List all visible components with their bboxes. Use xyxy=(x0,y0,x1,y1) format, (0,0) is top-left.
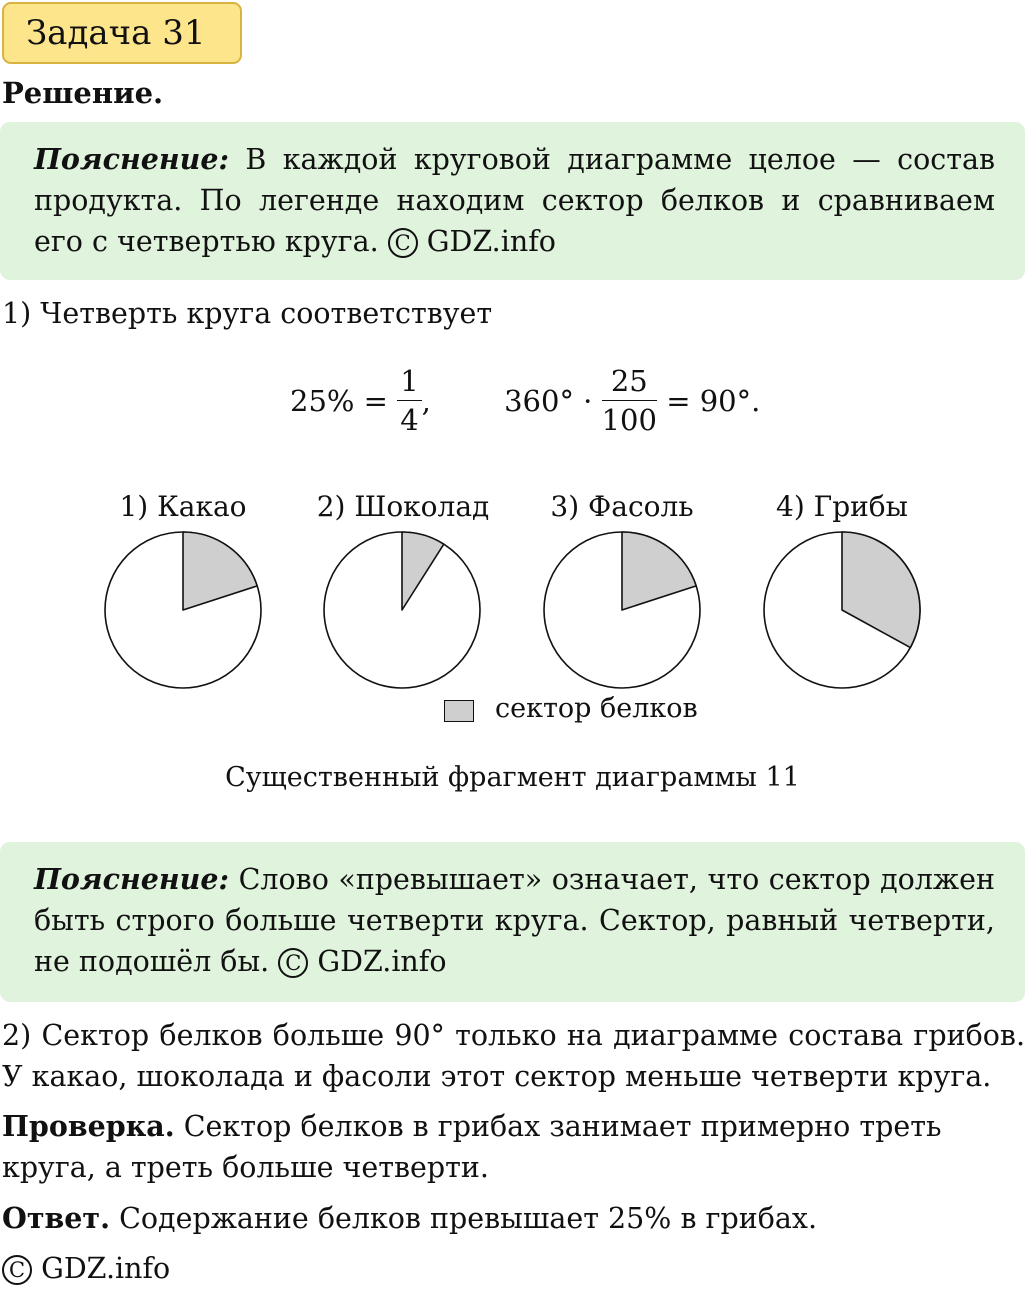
copyright-icon: C xyxy=(388,228,418,258)
check-paragraph xyxy=(2,1106,1025,1188)
copyright-mark xyxy=(278,945,446,978)
formula-left: 25% = xyxy=(290,383,388,418)
chart-title-3: 3) Фасоль xyxy=(550,490,694,523)
pie-charts xyxy=(0,525,1025,695)
copyright-text: GDZ.info xyxy=(317,945,447,978)
note-text: Слово «превышает» означает, что сектор должен быть строго больше четверти круга. Сектор, равный четверти, не подошёл бы. xyxy=(34,863,995,978)
step-2-text: 2) Сектор белков больше 90° только на диаграмме состава грибов. У какао, шоколада и фасоли этот сектор меньше четверти круга. xyxy=(2,1019,1025,1093)
note-text: В каждой круговой диаграмме целое — состав продукта. По легенде находим сектор белков и сравниваем его с четвертью круга. xyxy=(34,143,995,258)
chart-title-2: 2) Шоколад xyxy=(316,490,490,523)
fraction-2-denominator: 100 xyxy=(601,403,657,437)
formula-right: = 90°. xyxy=(666,383,761,418)
task-badge: Задача 31 xyxy=(2,2,242,64)
answer-label: Ответ. xyxy=(2,1201,111,1235)
answer-text: Содержание белков превышает 25% в грибах. xyxy=(119,1202,818,1235)
chart-title-4: 4) Грибы xyxy=(776,490,908,523)
legend-label: сектор белков xyxy=(495,693,698,724)
copyright-icon: C xyxy=(2,1255,32,1285)
note-label: Пояснение: xyxy=(34,862,230,896)
step-1-text: 1) Четверть круга соответствует xyxy=(2,297,493,330)
answer-paragraph xyxy=(2,1198,1025,1239)
formula-mid: 360° · xyxy=(504,383,593,418)
fraction-1 xyxy=(397,362,421,439)
formula xyxy=(290,362,760,439)
copyright-mark xyxy=(388,225,556,258)
fraction-2-numerator: 25 xyxy=(602,362,657,401)
note-label: Пояснение: xyxy=(34,142,230,176)
formula-comma: , xyxy=(421,383,431,418)
fraction-1-numerator: 1 xyxy=(397,362,421,401)
note-paragraph-1 xyxy=(34,139,995,262)
check-text: Сектор белков в грибах занимает примерно треть круга, а треть больше четверти. xyxy=(2,1110,942,1184)
check-label: Проверка. xyxy=(2,1109,175,1143)
note-box-1 xyxy=(0,122,1025,280)
copyright-icon: C xyxy=(278,948,308,978)
note-box-2 xyxy=(0,842,1025,1002)
copyright-text: GDZ.info xyxy=(426,225,556,258)
note-paragraph-2 xyxy=(34,859,995,982)
fraction-2 xyxy=(602,362,657,439)
footer-copyright xyxy=(2,1248,170,1289)
fraction-1-denominator: 4 xyxy=(400,403,419,437)
chart-title-1: 1) Какао xyxy=(119,490,247,523)
chart-caption: Существенный фрагмент диаграммы 11 xyxy=(225,762,800,793)
solution-heading: Решение. xyxy=(2,76,164,110)
legend-swatch xyxy=(444,700,474,722)
copyright-text: GDZ.info xyxy=(41,1252,171,1285)
